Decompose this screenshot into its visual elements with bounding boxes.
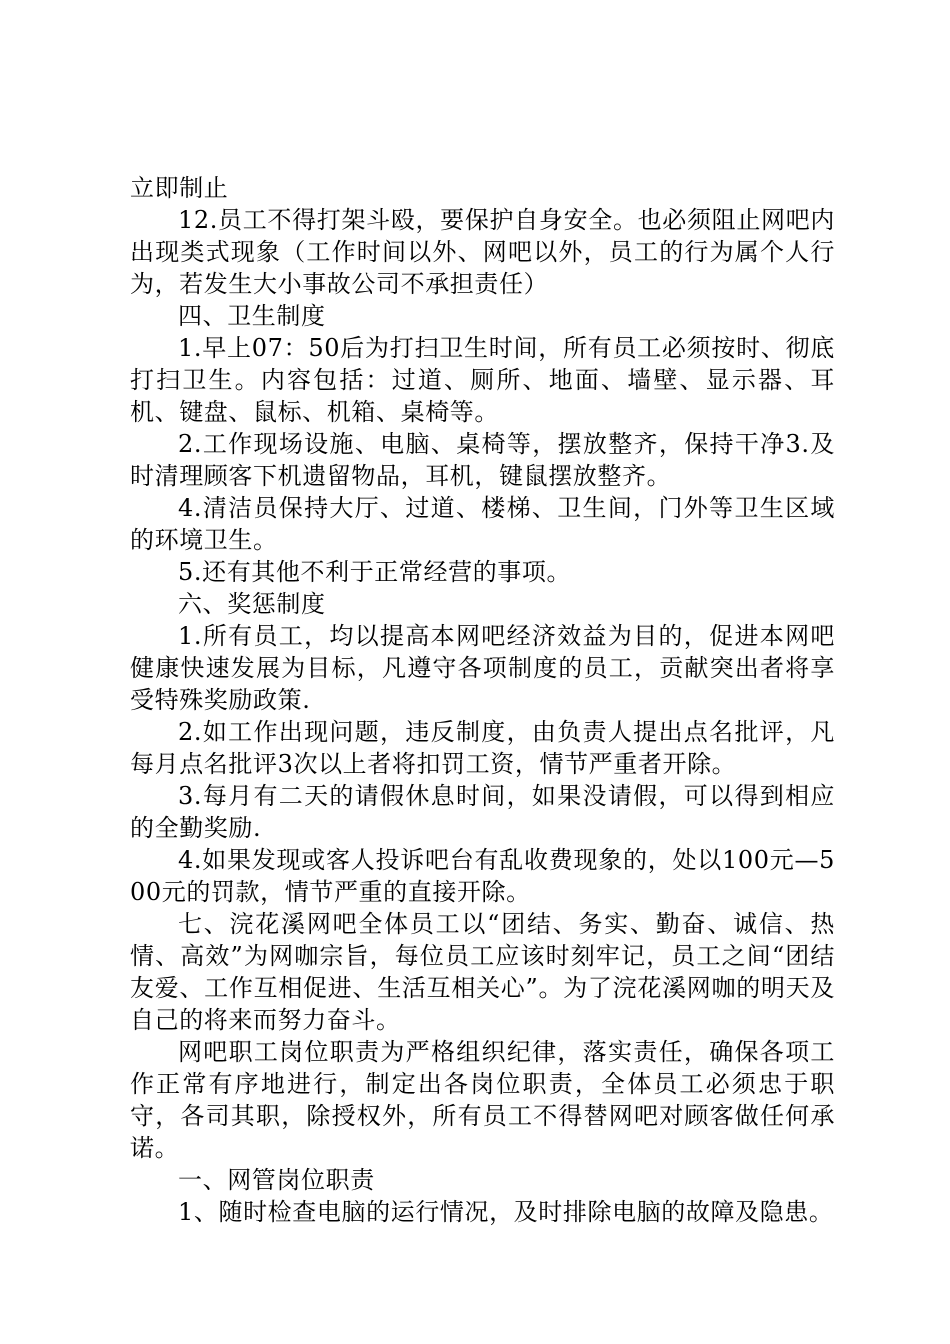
section-heading-rewards: 六、奖惩制度 bbox=[178, 590, 326, 618]
section-heading-network-admin: 一、网管岗位职责 bbox=[178, 1166, 375, 1194]
paragraph-section-7-motto: 七、浣花溪网吧全体员工以“团结、务实、勤奋、诚信、热情、高效”为网咖宗旨，每位员工应该时刻牢记，员工之间“团结友爱、工作互相促进、生活互相关心”。为了浣花溪网咖的明天及自己的将来而努力奋斗。 bbox=[130, 910, 835, 1034]
paragraph-rewards-4: 4.如果发现或客人投诉吧台有乱收费现象的，处以100元—500元的罚款，情节严重的直接开除。 bbox=[130, 846, 835, 906]
paragraph-job-duties-intro: 网吧职工岗位职责为严格组织纪律，落实责任，确保各项工作正常有序地进行，制定出各岗位职责，全体员工必须忠于职守，各司其职，除授权外，所有员工不得替网吧对顾客做任何承诺。 bbox=[130, 1038, 835, 1162]
paragraph-network-admin-1: 1、随时检查电脑的运行情况，及时排除电脑的故障及隐患。 bbox=[178, 1198, 834, 1226]
document-body bbox=[130, 172, 835, 1228]
paragraph-hygiene-2: 2.工作现场设施、电脑、桌椅等，摆放整齐，保持干净3.及时清理顾客下机遗留物品，耳机，键鼠摆放整齐。 bbox=[130, 430, 835, 490]
paragraph-rewards-2: 2.如工作出现问题，违反制度，由负责人提出点名批评，凡每月点名批评3次以上者将扣罚工资，情节严重者开除。 bbox=[130, 718, 835, 778]
paragraph-hygiene-4: 4.清洁员保持大厅、过道、楼梯、卫生间，门外等卫生区域的环境卫生。 bbox=[130, 494, 835, 554]
paragraph-hygiene-1: 1.早上07：50后为打扫卫生时间，所有员工必须按时、彻底打扫卫生。内容包括：过道、厕所、地面、墙壁、显示器、耳机、键盘、鼠标、机箱、桌椅等。 bbox=[130, 334, 835, 426]
paragraph-rule-12-no-fighting: 12.员工不得打架斗殴，要保护自身安全。也必须阻止网吧内出现类式现象（工作时间以外、网吧以外，员工的行为属个人行为，若发生大小事故公司不承担责任） bbox=[130, 206, 835, 298]
section-heading-hygiene: 四、卫生制度 bbox=[178, 302, 326, 330]
paragraph-rewards-3: 3.每月有二天的请假休息时间，如果没请假，可以得到相应的全勤奖励. bbox=[130, 782, 835, 842]
paragraph-hygiene-5: 5.还有其他不利于正常经营的事项。 bbox=[178, 558, 572, 586]
paragraph-stop-immediately: 立即制止 bbox=[130, 174, 229, 202]
paragraph-rewards-1: 1.所有员工，均以提高本网吧经济效益为目的，促进本网吧健康快速发展为目标，凡遵守各项制度的员工，贡献突出者将享受特殊奖励政策. bbox=[130, 622, 835, 714]
